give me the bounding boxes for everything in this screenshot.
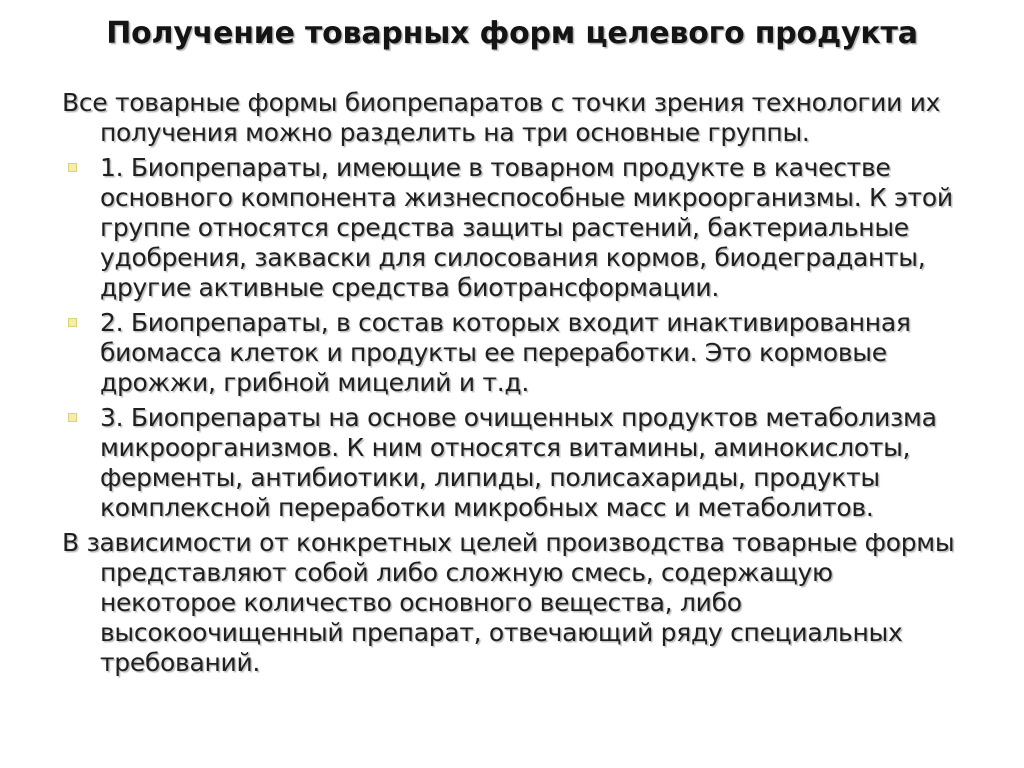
intro-paragraph: Все товарные формы биопрепаратов с точки зрения технологии их получения можно разделить на три основные группы. (62, 88, 941, 147)
list-item (62, 308, 967, 398)
slide-body (62, 88, 967, 683)
square-bullet-icon (68, 163, 77, 172)
square-bullet-icon (68, 413, 77, 422)
slide-title: Получение товарных форм целевого продукта (106, 16, 918, 51)
list-item-text: 2. Биопрепараты, в состав которых входит инактивированная биомасса клеток и продукты ее переработки. Это кормовые дрожжи, грибной мицелий и т.д. (100, 308, 911, 397)
square-bullet-icon (68, 318, 77, 327)
conclusion-paragraph: В зависимости от конкретных целей производства товарные формы представляют собой либо сложную смесь, содержащую некоторое количество основного вещества, либо высокоочищенный препарат, отвечающий ряду специальных требований. (62, 528, 955, 677)
list-item-text: 3. Биопрепараты на основе очищенных продуктов метаболизма микроорганизмов. К ним относятся витамины, аминокислоты, ферменты, антибиотики, липиды, полисахариды, продукты комплексной переработки микробных масс и метаболитов. (100, 403, 937, 522)
list-item (62, 403, 967, 523)
list-item-text: 1. Биопрепараты, имеющие в товарном продукте в качестве основного компонента жизнеспособные микроорганизмы. К этой группе относятся средства защиты растений, бактериальные удобрения, закваски для силосования кормов, биодеграданты, другие активные средства биотрансформации. (100, 153, 953, 302)
list-item (62, 153, 967, 303)
